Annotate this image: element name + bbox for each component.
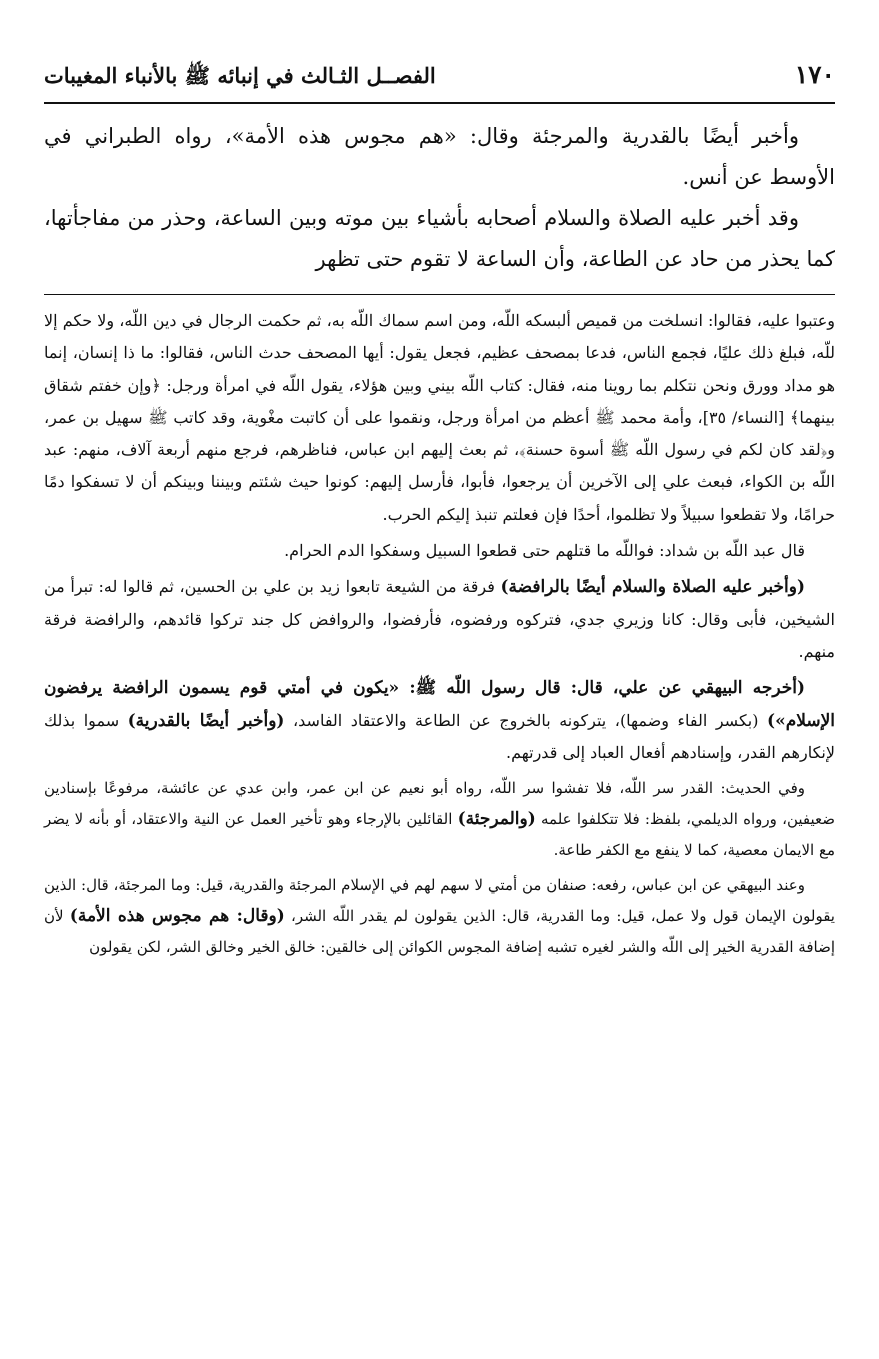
main-paragraph: وأخبر أيضًا بالقدرية والمرجئة وقال: «هم مجوس هذه الأمة»، رواه الطبراني في الأوسط عن أنس.	[44, 124, 835, 189]
bold-phrase: (والمرجئة)	[457, 809, 536, 830]
chapter-title: الفصــل الثـالث في إنبائه ﷺ بالأنباء المغيبات	[44, 63, 436, 88]
page-number: ١٧٠	[794, 60, 835, 89]
bold-phrase: (وأخبر عليه الصلاة والسلام أيضًا بالرافضة)	[500, 577, 805, 598]
bold-phrase: (أخرجه البيهقي عن علي، قال: قال رسول اللّه ﷺ: «يكون في أمتي قوم يسمون الرافضة يرفضون الإسلام»)	[44, 678, 836, 731]
footnote-text: (بكسر الفاء وضمها)، يتركونه بالخروج عن الطاعة والاعتقاد الفاسد،	[284, 710, 768, 730]
footnote-paragraph: وعتبوا عليه، فقالوا: انسلخت من قميص ألبسكه اللّه، ومن اسم سماك اللّه به، ثم حكمت الرجال في دين اللّه، ولا حكم إلا للّه، فبلغ ذلك عليًا، فجمع الناس، فدعا بمصحف عظيم، فجعل يقول: أيها المصحف حدث الناس، فقالوا: ما ذا إنسان، إنما هو مداد وورق ونحن نتكلم بما روينا منه، فقال: كتاب اللّه بيني وبين هؤلاء، يقول اللّه في امرأة ورجل: ﴿وإن خفتم شقاق بينهما﴾ [النساء/ ٣٥]، وأمة محمد ﷺ أعظم من امرأة ورجل، ونقموا على أن كاتبت مغْوية، وقد كاتب ﷺ سهيل بن عمر، و﴿لقد كان لكم في رسول اللّه ﷺ أسوة حسنة﴾، ثم بعث إليهم ابن عباس، فناظرهم، فرجع منهم أربعة آلاف، منهم: عبد اللّه بن الكواء، فبعث علي إلى الآخرين أن يرجعوا، فأبوا، فأرسل إليهم: كونوا حيث شئتم وبيننا وبينكم أن لا تسفكوا دمًا حرامًا، ولا تقطعوا سبيلاً ولا تظلموا، أحدًا فإن فعلتم تنبذ إليكم الحرب.	[44, 311, 836, 524]
footnote-text: وعند البيهقي عن ابن عباس، رفعه: صنفان من أمتي لا سهم لهم في الإسلام المرجئة والقدرية، قيل: وما المرجئة، قال: الذين يقولون الإيمان قول ولا عمل، قيل: وما القدرية، قال: الذين يقولون لم يقدر اللّه الشر،	[44, 876, 835, 926]
footnote-divider	[44, 294, 835, 295]
page-header	[44, 60, 835, 104]
footnotes	[44, 305, 835, 963]
bold-phrase: (وأخبر أيضًا بالقدرية)	[127, 710, 285, 731]
footnote-text: القائلين بالإرجاء وهو تأخير العمل عن النية والاعتقاد، أو بأنه لا يضر مع الايمان معصية، كما لا ينفع مع الكفر طاعة.	[44, 810, 835, 860]
footnote-text: سموا بذلك لإنكارهم القدر، وإسنادهم أفعال العباد إلى قدرتهم.	[44, 710, 835, 762]
main-paragraph: وقد أخبر عليه الصلاة والسلام أصحابه بأشياء بين موته وبين الساعة، وحذر من مفاجأتها، كما يحذر من حاد عن الطاعة، وأن الساعة لا تقوم حتى تظهر	[44, 206, 835, 271]
footnote-paragraph: قال عبد اللّه بن شداد: فواللّه ما قتلهم حتى قطعوا السبيل وسفكوا الدم الحرام.	[284, 541, 805, 561]
footnote-paragraph	[44, 571, 835, 668]
footnote-paragraph	[44, 870, 835, 963]
footnote-text: فرقة من الشيعة تابعوا زيد بن علي بن الحسين، ثم قالوا له: تبرأ من الشيخين، فأبى وقال: كانا وزيري جدي، فتركوه ورفضوه، فأرفضوا، والروافض كل جند تركوا قائدهم، والرافضة فرقة منهم.	[44, 577, 836, 661]
bold-phrase: (وقال: هم مجوس هذه الأمة)	[69, 906, 285, 927]
footnote-text: وفي الحديث: القدر سر اللّه، فلا تفشوا سر اللّه، رواه أبو نعيم عن ابن عمر، وابن عدي عن عائشة، مرفوعًا بإسنادين ضعيفين، ورواه الديلمي، بلفظ: فلا تتكلفوا علمه	[44, 779, 835, 829]
main-text	[44, 116, 835, 280]
footnote-paragraph	[44, 672, 835, 769]
footnote-paragraph	[44, 773, 835, 866]
footnote-text: لأن إضافة القدرية الخير إلى اللّه والشر لغيره تشبه إضافة المجوس الكوائن إلى خالقين: خالق الخير وخالق الشر، لكن يقولون	[44, 907, 835, 957]
